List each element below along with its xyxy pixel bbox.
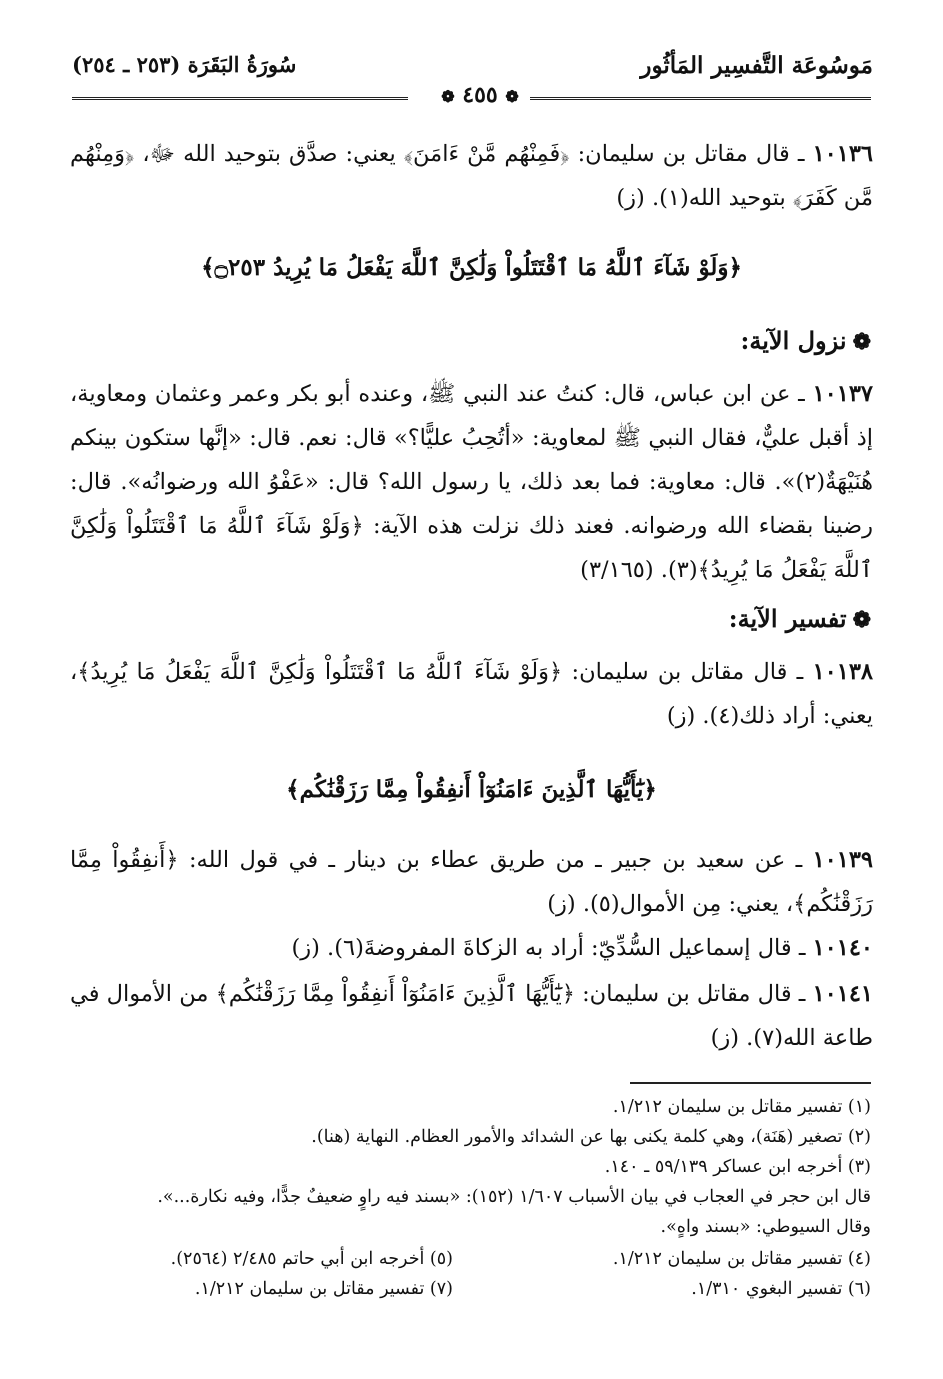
flower-ornament-icon: ❁ <box>852 329 871 355</box>
quran-verse-253: ﴿وَلَوْ شَآءَ ٱللَّهُ مَا ٱقْتَتَلُواْ وَلَٰكِنَّ ٱللَّهَ يَفْعَلُ مَا يُرِيدُ ۝٢٥٣﴾ <box>201 254 742 281</box>
entry-10139 <box>70 838 873 926</box>
entry-10137 <box>70 372 873 592</box>
footnote-3-note-2: وقال السيوطي: «بسند واهٍ». <box>660 1217 871 1237</box>
footnote-1: (١) تفسير مقاتل بن سليمان ١/٢١٢. <box>612 1097 871 1117</box>
entry-10141 <box>70 972 873 1060</box>
entry-10138 <box>70 650 873 738</box>
entry-number: ١٠١٣٦ <box>812 141 873 167</box>
entry-text: ـ عن سعيد بن جبير ـ من طريق عطاء بن دينار ـ في قول الله: ﴿أَنفِقُواْ مِمَّا رَزَقْنَٰكُم﴾، يعني: مِن الأموال(٥). (ز) <box>70 847 873 917</box>
section-title: تفسير الآية: <box>728 604 847 633</box>
entry-text: ـ قال مقاتل بن سليمان: ﴿يَٰٓأَيُّهَا ٱلَّذِينَ ءَامَنُوٓاْ أَنفِقُواْ مِمَّا رَزَقْنَٰكُم﴾ من الأموال في طاعة الله(٧). (ز) <box>70 981 873 1051</box>
footnote-5: (٥) أخرجه ابن أبي حاتم ٢/٤٨٥ (٢٥٦٤). <box>170 1249 453 1269</box>
entry-text: ـ قال مقاتل بن سليمان: ﴿وَلَوْ شَآءَ ٱللَّهُ مَا ٱقْتَتَلُواْ وَلَٰكِنَّ ٱللَّهَ يَفْعَلُ مَا يُرِيدُ﴾، يعني: أراد ذلك(٤). (ز) <box>70 659 873 729</box>
footnote-4: (٤) تفسير مقاتل بن سليمان ١/٢١٢. <box>612 1249 871 1269</box>
ornament-icon: ❁ <box>441 87 455 106</box>
quran-verse-254: ﴿يَٰٓأَيُّهَا ٱلَّذِينَ ءَامَنُوٓاْ أَنفِقُواْ مِمَّا رَزَقْنَٰكُم﴾ <box>286 776 657 803</box>
book-title: مَوسُوعَة التَّفسِير المَأثُور <box>640 52 873 79</box>
entry-number: ١٠١٤١ <box>812 981 873 1007</box>
entry-number: ١٠١٤٠ <box>812 935 873 961</box>
section-heading-tafsir <box>729 604 871 633</box>
footnote-3-note: قال ابن حجر في العجاب في بيان الأسباب ١/٦٠٧ (١٥٢): «بسند فيه راوٍ ضعيفٌ جدًّا، وفيه نكارة...». <box>157 1187 871 1207</box>
entry-number: ١٠١٣٧ <box>812 381 873 407</box>
entry-10136 <box>70 132 873 220</box>
header-rule-right <box>530 97 871 100</box>
entry-10140 <box>70 926 873 970</box>
page-number-group <box>425 82 535 108</box>
footnote-6: (٦) تفسير البغوي ١/٣١٠. <box>691 1279 871 1299</box>
footnote-2: (٢) تصغير (هَنَة)، وهي كلمة يكنى بها عن الشدائد والأمور العظام. النهاية (هنا). <box>311 1127 871 1147</box>
section-heading-revelation <box>740 326 871 355</box>
section-title: نزول الآية: <box>740 326 847 355</box>
entry-number: ١٠١٣٨ <box>812 659 873 685</box>
flower-ornament-icon: ❁ <box>852 607 871 633</box>
page-number: ٤٥٥ <box>462 82 498 108</box>
entry-text: ـ عن ابن عباس، قال: كنتُ عند النبي ﷺ، وعنده أبو بكر وعمر وعثمان ومعاوية، إذ أقبل عليٌّ، فقال النبي ﷺ لمعاوية: «أتُحِبُ عليًّا؟» قال: نعم. قال: «إنَّها ستكون بينكم هُنَيْهَةٌ(٢)». قال: معاوية: فما بعد ذلك، يا رسول الله؟ قال: «عَفْوُ الله ورضوانُه». قال: رضينا بقضاء الله ورضوانه. فعند ذلك نزلت هذه الآية: ﴿وَلَوْ شَآءَ ٱللَّهُ مَا ٱقْتَتَلُواْ وَلَٰكِنَّ ٱللَّهَ يَفْعَلُ مَا يُرِيدُ﴾(٣). (٣/١٦٥) <box>70 381 873 583</box>
header-rule-left <box>72 97 408 100</box>
ornament-icon: ❁ <box>505 87 519 106</box>
surah-reference: سُورَةُ البَقَرَة (٢٥٣ ـ ٢٥٤) <box>72 52 297 77</box>
footnote-separator <box>630 1082 871 1084</box>
entry-number: ١٠١٣٩ <box>812 847 873 873</box>
footnote-7: (٧) تفسير مقاتل بن سليمان ١/٢١٢. <box>194 1279 453 1299</box>
footnote-3: (٣) أخرجه ابن عساكر ٥٩/١٣٩ ـ ١٤٠. <box>604 1157 871 1177</box>
entry-text: ـ قال إسماعيل السُّدِّيّ: أراد به الزكاةَ المفروضةَ(٦). (ز) <box>291 935 813 961</box>
entry-text: ـ قال مقاتل بن سليمان: ﴿فَمِنْهُم مَّنْ ءَامَنَ﴾ يعني: صدَّق بتوحيد الله ﷻ، ﴿وَمِنْهُم مَّن كَفَرَ﴾ بتوحيد الله(١). (ز) <box>70 141 873 211</box>
